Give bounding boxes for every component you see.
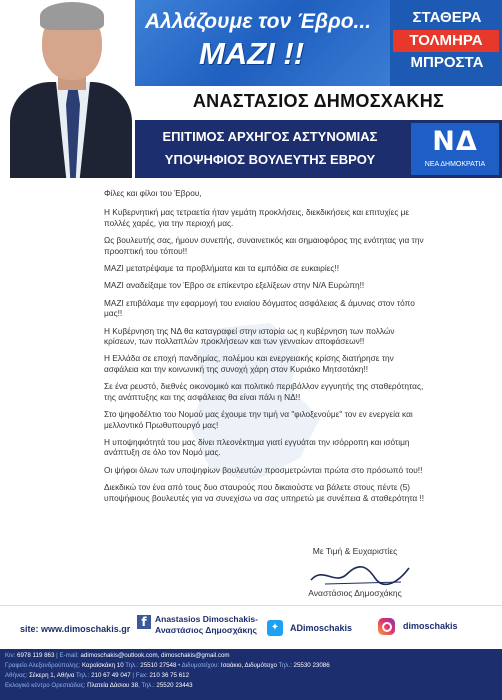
letter-paragraph: Ως βουλευτής σας, ήμουν συνεπής, συναινετικός και σημαιοφόρος της ενότητας για την προοπτική του τόπου!! xyxy=(104,235,424,256)
facebook-line-1: Anastasios Dimoschakis- xyxy=(155,614,258,624)
header xyxy=(0,0,502,178)
facebook-line-2: Αναστάσιος Δημοσχάκης xyxy=(155,625,257,635)
letter-paragraph: ΜΑΖΙ μετατρέψαμε τα προβλήματα και τα εμπόδια σε ευκαιρίες!! xyxy=(104,263,339,274)
phone-number[interactable]: 6978 119 863 xyxy=(17,652,55,659)
letter-paragraph: Η Κυβέρνηση της ΝΔ θα καταγραφεί στην ιστορία ως η κυβέρνηση των πολλών κρίσεων, των πολλαπλών προκλήσεων και των γενναίων αποφάσεων!! xyxy=(104,325,395,347)
role-line-1: ΕΠΙΤΙΜΟΣ ΑΡΧΗΓΟΣ ΑΣΤΥΝΟΜΙΑΣ xyxy=(162,129,378,144)
letter-body xyxy=(104,188,426,510)
party-logo xyxy=(411,123,499,175)
letter-greeting: Φίλες και φίλοι του Έβρου, xyxy=(104,188,202,198)
slogan-banner xyxy=(135,0,502,86)
party-logo-mark: ΝΔ xyxy=(432,126,478,157)
footer-row-contact: Κιν: 6978 119 863 | E-mail: adimoschakis@outlook.com, dimoschakis@gmail.com xyxy=(5,652,230,659)
letter-paragraph: ΜΑΖΙ αναδείξαμε τον Έβρο σε επίκεντρο εξελίξεων στην Ν/Α Ευρώπη!! xyxy=(104,280,365,291)
letter-paragraph: Διεκδικώ τον ένα από τους δυο σταυρούς που δικαιούστε να βάλετε στους πέντε (5) υποψήφιους βουλευτές για να συνεχίσω να σας υπηρετώ με συνέπεια & σταθερότητα !! xyxy=(104,482,425,503)
letter-paragraph: Η υποψηφιότητά του μας δίνει πλεονέκτημα γιατί εγγυάται την ισόρροπη και ισότιμη ανάπτυξη σε όλο τον Νομό μας. xyxy=(104,436,410,458)
slogan-line-1: Αλλάζουμε τον Έβρο... xyxy=(145,10,372,33)
letter xyxy=(0,178,502,605)
tagline-3: ΜΠΡΟΣΤΑ xyxy=(410,54,484,71)
slogan-box xyxy=(135,0,390,86)
letter-paragraph: Οι ψήφοι όλων των υποψηφίων βουλευτών προσμετρώνται πρώτα στο πρόσωπό του!! xyxy=(104,464,423,475)
instagram-icon[interactable] xyxy=(378,618,395,635)
tagline-1: ΣΤΑΘΕΡΑ xyxy=(412,9,482,26)
party-name: ΝΕΑ ΔΗΜΟΚΡΑΤΙΑ xyxy=(424,161,486,168)
facebook-icon[interactable]: f xyxy=(137,615,151,629)
name-bar xyxy=(135,86,502,120)
letter-signer: Αναστάσιος Δημοσχάκης xyxy=(308,588,402,598)
letter-paragraph: Η Κυβερνητική μας τετραετία ήταν γεμάτη προκλήσεις, διεκδικήσεις και επιτυχίες με πολλές χαρές, για την περιοχή μας. xyxy=(104,207,410,228)
role-bar xyxy=(135,120,502,178)
contact-footer xyxy=(0,649,502,700)
email-addresses[interactable]: adimoschakis@outlook.com, dimoschakis@gmail.com xyxy=(80,652,230,659)
facebook-link[interactable] xyxy=(155,614,258,636)
social-row xyxy=(0,605,502,649)
candidate-photo xyxy=(0,0,133,178)
instagram-link[interactable]: dimoschakis xyxy=(403,621,458,631)
letter-paragraph: ΜΑΖΙ επιβάλαμε την εφαρμογή του ενιαίου δόγματος ασφάλειας & άμυνας στον τόπο μας!! xyxy=(104,297,415,319)
tagline-2: ΤΟΛΜΗΡΑ xyxy=(393,30,499,52)
footer-row-offices: Γραφείο Αλεξανδρούπολης: Καραϊσκάκη 10 Τηλ.: 25510 27548 • Διδυμοτείχου: Ισαάκιο, Διδυμότειχο Τηλ.: 25530 23086 xyxy=(5,662,330,669)
role-line-2: ΥΠΟΨΗΦΙΟΣ ΒΟΥΛΕΥΤΗΣ ΕΒΡΟΥ xyxy=(164,152,376,167)
twitter-icon[interactable]: ✦ xyxy=(267,620,283,636)
slogan-line-2: ΜΑΖΙ !! xyxy=(199,36,305,71)
letter-closing: Με Τιμή & Ευχαριστίες xyxy=(312,546,398,556)
footer-row-orestiada: Εκλογικό κέντρο Ορεστιάδας: Πλατεία Δάσιου 38, Τηλ.: 25520 23443 xyxy=(5,682,193,689)
footer-row-athens: Αθήνας: Σέκερη 1, Αθήνα Τηλ.: 210 67 49 047 | Fax: 210 36 75 612 xyxy=(5,672,190,679)
website-link[interactable]: site: www.dimoschakis.gr xyxy=(20,624,131,634)
letter-paragraph: Σε ένα ρευστό, διεθνές οικονομικό και πολιτικό περιβάλλον εγγυητής της σταθερότητας, της ανάπτυξης και της ασφάλειας θα είναι πάλι η ΝΔ!! xyxy=(104,381,424,402)
letter-paragraph: Η Ελλάδα σε εποχή πανδημίας, πολέμου και ενεργειακής κρίσης διατήρησε την ασφάλεια και την κοινωνική της συνοχή χάρη στον Κυριάκο Μητσοτάκη!! xyxy=(104,353,394,374)
twitter-link[interactable]: ADimoschakis xyxy=(290,623,353,633)
candidate-name: ΑΝΑΣΤΑΣΙΟΣ ΔΗΜΟΣΧΑΚΗΣ xyxy=(192,91,445,111)
letter-paragraph: Στο ψηφοδέλτιο του Νομού μας έχουμε την τιμή να "φιλοξενούμε" τον εν ενεργεία και μελλοντικό Πρωθυπουργό μας! xyxy=(104,409,413,430)
signature-image xyxy=(305,560,415,590)
